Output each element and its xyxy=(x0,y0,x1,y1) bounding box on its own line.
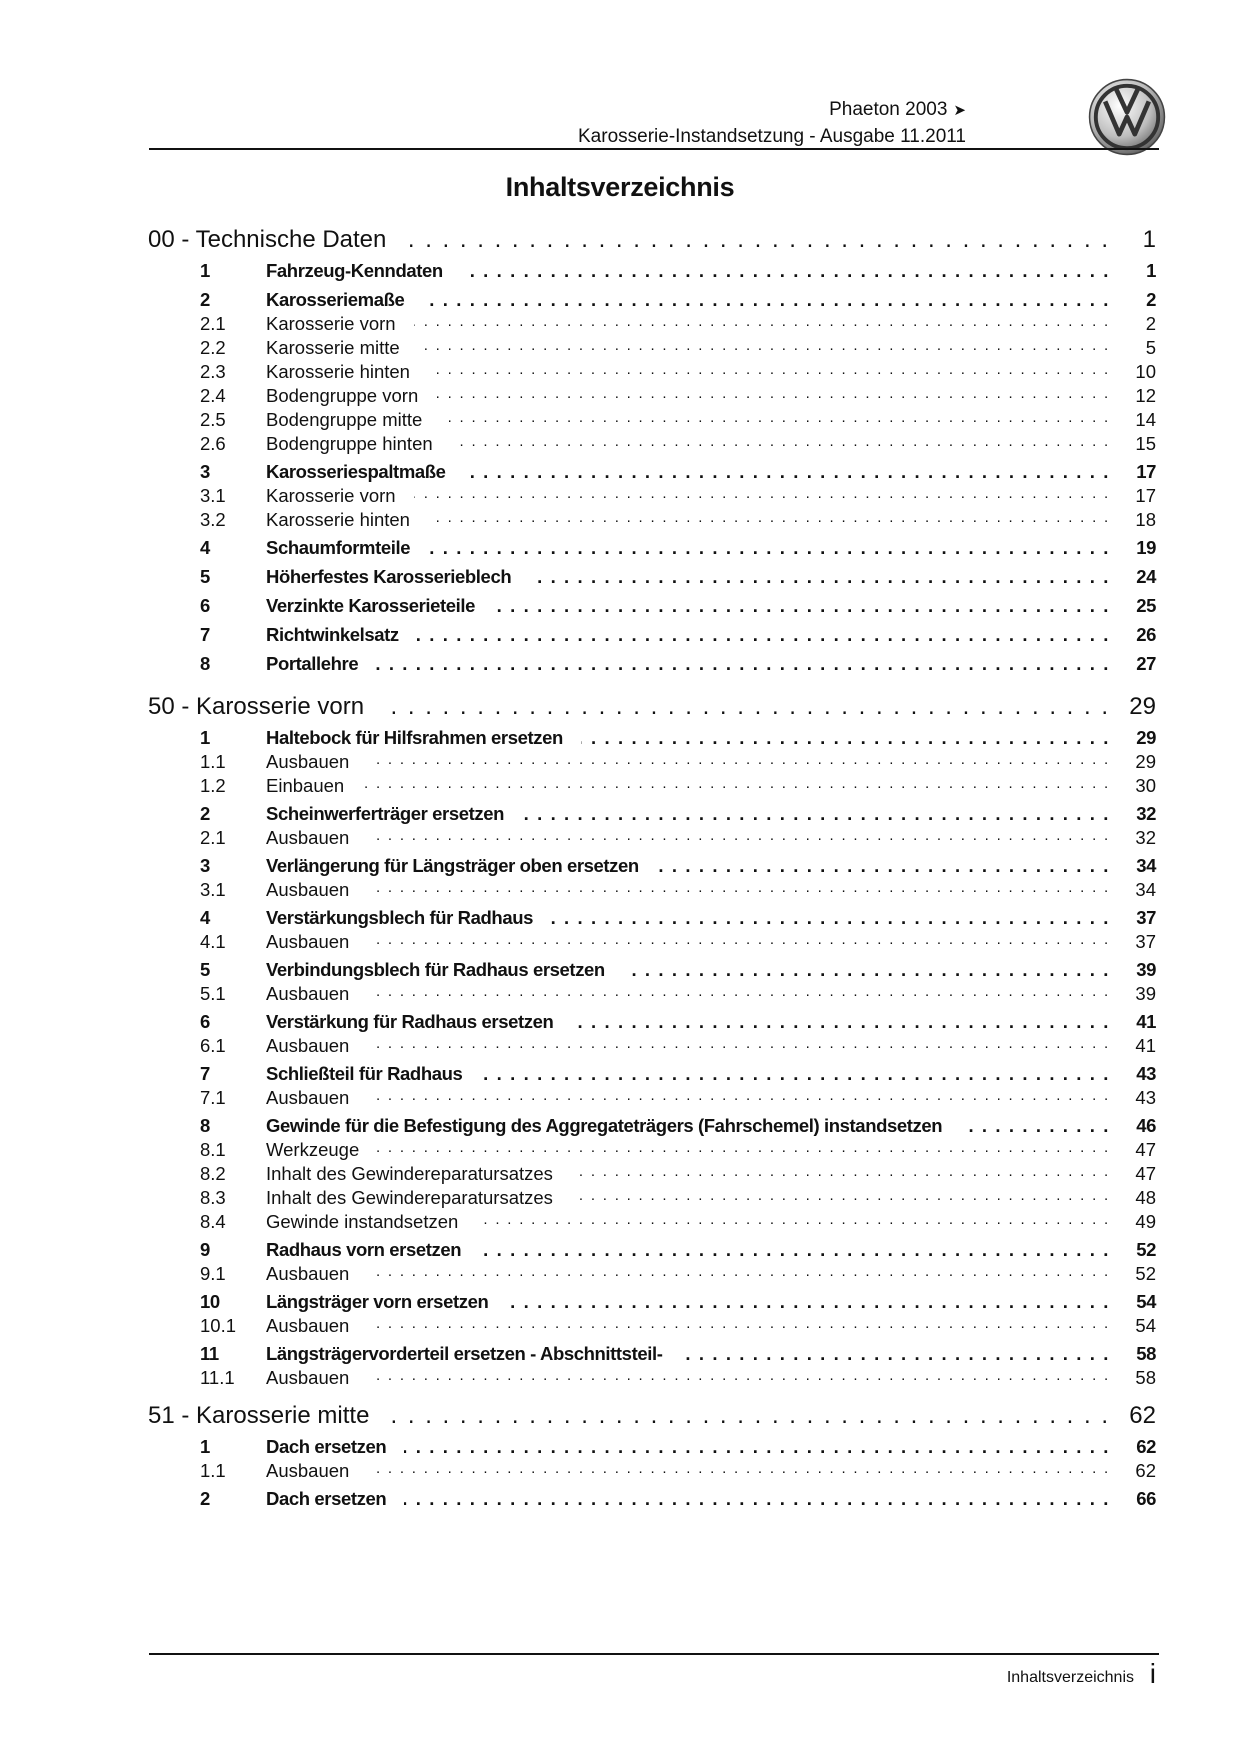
toc-leader-dots xyxy=(376,653,1110,675)
toc-title: Radhaus vorn ersetzen xyxy=(266,1239,462,1260)
toc-leader-dots xyxy=(367,1263,1110,1280)
toc-number: 2.1 xyxy=(200,827,226,848)
toc-title: Karosserie hinten xyxy=(266,509,410,530)
toc-number: 2 xyxy=(200,289,210,310)
toc-title: Verstärkung für Radhaus ersetzen xyxy=(266,1011,554,1032)
toc-title: Inhalt des Gewindereparatursatzes xyxy=(266,1187,553,1208)
toc-title: Dach ersetzen xyxy=(266,1488,387,1509)
toc-page-number: 2 xyxy=(1145,313,1156,334)
toc-number: 3.2 xyxy=(200,509,226,530)
toc-leader-dots xyxy=(428,509,1110,526)
toc-page-number: 25 xyxy=(1136,595,1156,616)
toc-title: Ausbauen xyxy=(266,1315,350,1336)
toc-leader-dots xyxy=(367,879,1110,896)
toc-leader-dots xyxy=(367,1367,1110,1384)
footer-divider xyxy=(149,1653,1159,1655)
toc-title: Ausbauen xyxy=(266,1367,350,1388)
toc-number: 11 xyxy=(200,1343,219,1364)
toc-page-number: 62 xyxy=(1136,1436,1156,1457)
toc-number: 10 xyxy=(200,1291,220,1312)
toc-title: Ausbauen xyxy=(266,827,350,848)
toc-page-number: 52 xyxy=(1135,1263,1156,1284)
toc-page-number: 17 xyxy=(1136,461,1156,482)
toc-leader-dots xyxy=(480,1063,1110,1085)
toc-page-number: 54 xyxy=(1136,1291,1156,1312)
toc-title: Höherfestes Karosserieblech xyxy=(266,566,512,587)
toc-number: 2.3 xyxy=(200,361,226,382)
toc-number: 10.1 xyxy=(200,1315,237,1336)
toc-title: 50 - Karosserie vorn xyxy=(148,693,365,720)
toc-page-number: 54 xyxy=(1135,1315,1156,1336)
toc-number: 8.4 xyxy=(200,1211,226,1232)
toc-leader-dots xyxy=(476,1211,1110,1228)
toc-page-number: 47 xyxy=(1135,1139,1156,1160)
toc-title: Verstärkungsblech für Radhaus xyxy=(266,907,534,928)
toc-number: 1.2 xyxy=(200,775,226,796)
toc-page-number: 58 xyxy=(1136,1343,1156,1364)
toc-leader-dots xyxy=(623,959,1110,981)
toc-number: 8.3 xyxy=(200,1187,226,1208)
toc-title: Karosseriemaße xyxy=(266,289,405,310)
toc-page-number: 12 xyxy=(1135,385,1156,406)
toc-title: Gewinde instandsetzen xyxy=(266,1211,459,1232)
toc-leader-dots xyxy=(367,931,1110,948)
toc-leader-dots xyxy=(551,907,1110,929)
toc-leader-dots xyxy=(404,1436,1110,1458)
toc-title: Fahrzeug-Kenndaten xyxy=(266,260,443,281)
toc-page-number: 58 xyxy=(1135,1367,1156,1388)
toc-leader-dots xyxy=(451,433,1110,450)
toc-title: Karosserie vorn xyxy=(266,485,396,506)
toc-title: Karosserie hinten xyxy=(266,361,410,382)
toc-title: Längsträger vorn ersetzen xyxy=(266,1291,489,1312)
toc-leader-dots xyxy=(367,827,1110,844)
toc-leader-dots xyxy=(479,1239,1110,1261)
toc-leader-dots xyxy=(418,337,1110,354)
toc-page-number: 30 xyxy=(1135,775,1156,796)
toc-title: Ausbauen xyxy=(266,751,350,772)
toc-leader-dots xyxy=(414,313,1110,330)
toc-title: 00 - Technische Daten xyxy=(148,226,387,253)
toc-number: 1 xyxy=(200,260,210,281)
toc-number: 3.1 xyxy=(200,485,226,506)
toc-leader-dots xyxy=(571,1187,1110,1204)
toc-page-number: 26 xyxy=(1136,624,1156,645)
toc-title: Dach ersetzen xyxy=(266,1436,387,1457)
toc-page-number: 37 xyxy=(1136,907,1156,928)
toc-page-number: 34 xyxy=(1136,855,1156,876)
toc-page-number: 39 xyxy=(1135,983,1156,1004)
toc-title: Verlängerung für Längsträger oben ersetzen xyxy=(266,855,639,876)
toc-page-number: 14 xyxy=(1135,409,1156,430)
toc-title: Schließteil für Radhaus xyxy=(266,1063,463,1084)
toc-leader-dots xyxy=(414,485,1110,502)
toc-page-number: 48 xyxy=(1135,1187,1156,1208)
toc-leader-dots xyxy=(404,1488,1110,1510)
toc-title: Einbauen xyxy=(266,775,345,796)
toc-title: Ausbauen xyxy=(266,983,350,1004)
toc-page-number: 66 xyxy=(1136,1488,1156,1509)
toc-number: 4.1 xyxy=(200,931,226,952)
toc-page-number: 19 xyxy=(1136,537,1156,558)
toc-number: 9.1 xyxy=(200,1263,226,1284)
toc-leader-dots xyxy=(440,409,1110,426)
toc-title: Haltebock für Hilfsrahmen ersetzen xyxy=(266,727,563,748)
toc-leader-dots xyxy=(461,260,1110,282)
next-arrow-icon: ➤ xyxy=(953,102,966,119)
toc-page-number: 62 xyxy=(1129,1402,1156,1429)
header-subtitle: Karosserie-Instandsetzung - Ausgabe 11.2011 xyxy=(578,126,966,147)
toc-leader-dots xyxy=(387,1402,1110,1430)
toc-number: 2.1 xyxy=(200,313,226,334)
toc-number: 8.1 xyxy=(200,1139,226,1160)
toc-leader-dots xyxy=(367,751,1110,768)
toc-leader-dots xyxy=(522,803,1110,825)
toc-leader-dots xyxy=(362,775,1110,792)
toc-leader-dots xyxy=(367,1035,1110,1052)
toc-number: 9 xyxy=(200,1239,210,1260)
toc-page-number: 29 xyxy=(1129,693,1156,720)
toc-leader-dots xyxy=(657,855,1110,877)
toc-leader-dots xyxy=(377,1139,1110,1156)
toc-title: Verbindungsblech für Radhaus ersetzen xyxy=(266,959,605,980)
toc-page-number: 46 xyxy=(1136,1115,1156,1136)
toc-page-number: 32 xyxy=(1135,827,1156,848)
toc-title: Längsträgervorderteil ersetzen - Abschnittsteil- xyxy=(266,1343,663,1364)
toc-page-number: 1 xyxy=(1142,226,1156,253)
toc-page-number: 39 xyxy=(1136,959,1156,980)
toc-page-number: 5 xyxy=(1145,337,1156,358)
toc-page-number: 62 xyxy=(1135,1460,1156,1481)
toc-title: Ausbauen xyxy=(266,1263,350,1284)
toc-title: Gewinde für die Befestigung des Aggregateträgers (Fahrschemel) instandsetzen xyxy=(266,1115,943,1136)
toc-number: 7 xyxy=(200,1063,210,1084)
toc-title: Bodengruppe hinten xyxy=(266,433,433,454)
toc-number: 8 xyxy=(200,653,210,674)
toc-title: Bodengruppe mitte xyxy=(266,409,423,430)
toc-number: 3 xyxy=(200,461,210,482)
toc-page-number: 41 xyxy=(1135,1035,1156,1056)
toc-page-number: 18 xyxy=(1135,509,1156,530)
toc-number: 5 xyxy=(200,959,210,980)
toc-page-number: 2 xyxy=(1146,289,1156,310)
toc-leader-dots xyxy=(428,361,1110,378)
toc-number: 7 xyxy=(200,624,210,645)
toc-page-number: 29 xyxy=(1135,751,1156,772)
header-divider xyxy=(149,148,1159,150)
toc-title: 51 - Karosserie mitte xyxy=(148,1402,370,1429)
toc-leader-dots xyxy=(571,1163,1110,1180)
toc-title: Portallehre xyxy=(266,653,359,674)
toc-leader-dots xyxy=(581,727,1110,749)
toc-page-number: 27 xyxy=(1136,653,1156,674)
toc-page-number: 52 xyxy=(1136,1239,1156,1260)
toc-title: Werkzeuge xyxy=(266,1139,360,1160)
toc-number: 2 xyxy=(200,1488,210,1509)
toc-title: Verzinkte Karosserieteile xyxy=(266,595,476,616)
toc-title: Ausbauen xyxy=(266,931,350,952)
toc-number: 5 xyxy=(200,566,210,587)
toc-number: 6 xyxy=(200,1011,210,1032)
toc-title: Inhalt des Gewindereparatursatzes xyxy=(266,1163,553,1184)
header-model xyxy=(829,99,966,121)
toc-title: Schaumformteile xyxy=(266,537,411,558)
toc-leader-dots xyxy=(428,537,1110,559)
toc-page-number: 37 xyxy=(1135,931,1156,952)
toc-number: 8 xyxy=(200,1115,210,1136)
toc-page-number: 41 xyxy=(1136,1011,1156,1032)
toc-number: 2.2 xyxy=(200,337,226,358)
toc-page-number: 1 xyxy=(1146,260,1156,281)
toc-number: 2.6 xyxy=(200,433,226,454)
toc-number: 2.5 xyxy=(200,409,226,430)
toc-number: 1.1 xyxy=(200,751,226,772)
toc-leader-dots xyxy=(367,983,1110,1000)
toc-leader-dots xyxy=(367,1315,1110,1332)
toc-page-number: 49 xyxy=(1135,1211,1156,1232)
toc-leader-dots xyxy=(367,1460,1110,1477)
toc-number: 4 xyxy=(200,537,210,558)
toc-leader-dots xyxy=(382,693,1110,721)
toc-title: Ausbauen xyxy=(266,1087,350,1108)
toc-title: Ausbauen xyxy=(266,879,350,900)
toc-number: 2.4 xyxy=(200,385,226,406)
toc-leader-dots xyxy=(367,1087,1110,1104)
page-title: Inhaltsverzeichnis xyxy=(505,172,735,202)
toc-page-number: 15 xyxy=(1135,433,1156,454)
toc-number: 6 xyxy=(200,595,210,616)
toc-number: 7.1 xyxy=(200,1087,226,1108)
toc-leader-dots xyxy=(404,226,1110,254)
toc-page-number: 43 xyxy=(1135,1087,1156,1108)
toc-number: 1 xyxy=(200,727,210,748)
toc-leader-dots xyxy=(464,461,1110,483)
toc-leader-dots xyxy=(960,1115,1110,1137)
toc-leader-dots xyxy=(680,1343,1110,1365)
header-model-text: Phaeton 2003 xyxy=(829,99,948,120)
toc-page-number: 24 xyxy=(1136,566,1156,587)
toc-page-number: 32 xyxy=(1136,803,1156,824)
toc-page-number: 34 xyxy=(1135,879,1156,900)
toc-number: 1.1 xyxy=(200,1460,226,1481)
toc-page-number: 29 xyxy=(1136,727,1156,748)
toc-title: Ausbauen xyxy=(266,1035,350,1056)
toc-page-number: 10 xyxy=(1135,361,1156,382)
toc-title: Scheinwerferträger ersetzen xyxy=(266,803,505,824)
toc-number: 6.1 xyxy=(200,1035,226,1056)
toc-leader-dots xyxy=(436,385,1110,402)
toc-leader-dots xyxy=(529,566,1110,588)
toc-title: Ausbauen xyxy=(266,1460,350,1481)
toc-title: Karosserie vorn xyxy=(266,313,396,334)
toc-leader-dots xyxy=(417,624,1110,646)
toc-number: 1 xyxy=(200,1436,210,1457)
toc-leader-dots xyxy=(493,595,1110,617)
toc-title: Bodengruppe vorn xyxy=(266,385,419,406)
toc-number: 4 xyxy=(200,907,210,928)
toc-number: 2 xyxy=(200,803,210,824)
toc-number: 5.1 xyxy=(200,983,226,1004)
toc-number: 8.2 xyxy=(200,1163,226,1184)
toc-page-number: 43 xyxy=(1136,1063,1156,1084)
vw-logo xyxy=(1088,78,1166,156)
footer-label: Inhaltsverzeichnis xyxy=(1006,1669,1134,1686)
toc-page-number: 17 xyxy=(1135,485,1156,506)
toc-title: Richtwinkelsatz xyxy=(266,624,399,645)
toc-leader-dots xyxy=(506,1291,1110,1313)
toc-number: 3 xyxy=(200,855,210,876)
toc-leader-dots xyxy=(422,289,1110,311)
toc-title: Karosseriespaltmaße xyxy=(266,461,446,482)
toc-page-number: 47 xyxy=(1135,1163,1156,1184)
toc-leader-dots xyxy=(571,1011,1110,1033)
toc-title: Karosserie mitte xyxy=(266,337,400,358)
footer-page-number: i xyxy=(1149,1658,1156,1689)
toc-number: 11.1 xyxy=(200,1367,235,1388)
toc-number: 3.1 xyxy=(200,879,226,900)
